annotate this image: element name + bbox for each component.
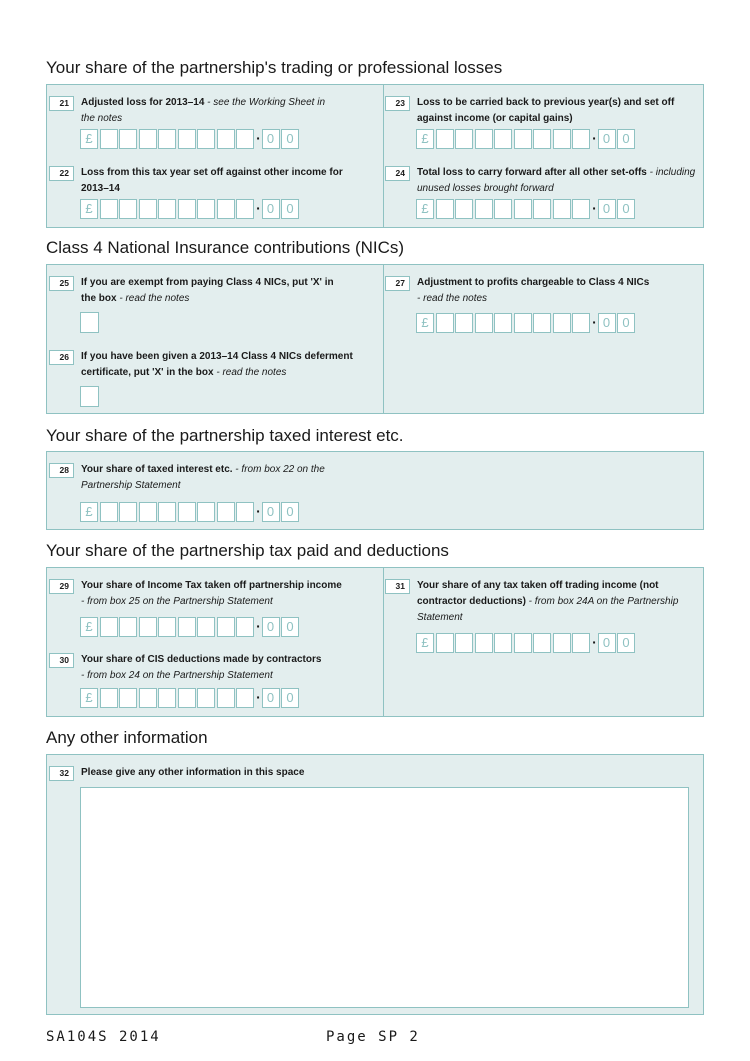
- digit-cell[interactable]: [436, 313, 454, 333]
- pence-cell: 0: [598, 633, 616, 653]
- pence-cell: 0: [598, 129, 616, 149]
- column-divider: [383, 85, 384, 227]
- section-title-other: Any other information: [46, 728, 208, 747]
- amount-field-29[interactable]: [80, 617, 301, 637]
- digit-cell[interactable]: [533, 129, 551, 149]
- page-number: Page SP 2: [326, 1029, 420, 1045]
- digit-cell[interactable]: [475, 313, 493, 333]
- digit-cell[interactable]: [197, 688, 215, 708]
- decimal-point: ·: [592, 634, 597, 650]
- question-number: 21: [49, 96, 74, 111]
- digit-cell[interactable]: [100, 617, 118, 637]
- digit-cell[interactable]: [100, 129, 118, 149]
- section-title-losses: Your share of the partnership's trading or professional losses: [46, 58, 503, 77]
- amount-field-22[interactable]: [80, 199, 301, 219]
- digit-cell[interactable]: [158, 129, 176, 149]
- question-label: Your share of Income Tax taken off partnership income - from box 25 on the Partnership Statement: [81, 580, 342, 607]
- currency-cell: £: [80, 688, 98, 708]
- digit-cell[interactable]: [572, 129, 590, 149]
- decimal-point: ·: [256, 200, 261, 216]
- section-title-nics: Class 4 National Insurance contributions (NICs): [46, 238, 405, 257]
- digit-cell[interactable]: [533, 313, 551, 333]
- digit-cell[interactable]: [475, 633, 493, 653]
- pence-cell: 0: [617, 129, 635, 149]
- digit-cell[interactable]: [139, 129, 157, 149]
- amount-field-30[interactable]: [80, 688, 301, 708]
- column-divider: [383, 265, 384, 413]
- pence-cell: 0: [262, 199, 280, 219]
- question-number: 30: [49, 653, 74, 668]
- decimal-point: ·: [592, 200, 597, 216]
- pence-cell: 0: [281, 688, 299, 708]
- digit-cell[interactable]: [436, 633, 454, 653]
- digit-cell[interactable]: [572, 199, 590, 219]
- digit-cell[interactable]: [119, 688, 137, 708]
- digit-cell[interactable]: [197, 502, 215, 522]
- digit-cell[interactable]: [158, 502, 176, 522]
- other-information-textarea[interactable]: [80, 787, 689, 1008]
- exempt-checkbox-25[interactable]: [80, 312, 99, 333]
- digit-cell[interactable]: [494, 313, 512, 333]
- currency-cell: £: [80, 502, 98, 522]
- digit-cell[interactable]: [455, 633, 473, 653]
- digit-cell[interactable]: [236, 502, 254, 522]
- amount-field-24[interactable]: [416, 199, 637, 219]
- pence-cell: 0: [262, 129, 280, 149]
- pence-cell: 0: [281, 199, 299, 219]
- question-label: Loss to be carried back to previous year(s) and set off against income (or capital gains): [417, 97, 675, 124]
- pence-cell: 0: [281, 617, 299, 637]
- digit-cell[interactable]: [217, 502, 235, 522]
- digit-cell[interactable]: [553, 313, 571, 333]
- currency-cell: £: [416, 129, 434, 149]
- digit-cell[interactable]: [217, 199, 235, 219]
- decimal-point: ·: [256, 618, 261, 634]
- decimal-point: ·: [256, 689, 261, 705]
- digit-cell[interactable]: [100, 688, 118, 708]
- pence-cell: 0: [617, 633, 635, 653]
- digit-cell[interactable]: [236, 617, 254, 637]
- question-label: Your share of any tax taken off trading income (not contractor deductions) - from box 24A on the Partnership Statement: [417, 580, 679, 623]
- question-number: 27: [385, 276, 410, 291]
- currency-cell: £: [80, 129, 98, 149]
- digit-cell[interactable]: [197, 617, 215, 637]
- pence-cell: 0: [617, 199, 635, 219]
- deferment-checkbox-26[interactable]: [80, 386, 99, 407]
- digit-cell[interactable]: [119, 129, 137, 149]
- interest-panel: [46, 451, 704, 530]
- digit-cell[interactable]: [553, 199, 571, 219]
- pence-cell: 0: [281, 129, 299, 149]
- currency-cell: £: [80, 199, 98, 219]
- form-code: SA104S 2014: [46, 1029, 161, 1045]
- pence-cell: 0: [262, 688, 280, 708]
- digit-cell[interactable]: [178, 129, 196, 149]
- decimal-point: ·: [256, 130, 261, 146]
- question-number: 26: [49, 350, 74, 365]
- pence-cell: 0: [598, 313, 616, 333]
- digit-cell[interactable]: [178, 502, 196, 522]
- question-number: 29: [49, 579, 74, 594]
- tax-panel: [46, 567, 704, 717]
- digit-cell[interactable]: [158, 617, 176, 637]
- digit-cell[interactable]: [533, 633, 551, 653]
- section-title-interest: Your share of the partnership taxed interest etc.: [46, 426, 404, 445]
- digit-cell[interactable]: [139, 502, 157, 522]
- pence-cell: 0: [262, 502, 280, 522]
- digit-cell[interactable]: [119, 502, 137, 522]
- digit-cell[interactable]: [197, 199, 215, 219]
- question-label: Please give any other information in this space: [81, 767, 305, 778]
- question-number: 23: [385, 96, 410, 111]
- section-title-tax: Your share of the partnership tax paid and deductions: [46, 541, 449, 560]
- digit-cell[interactable]: [119, 199, 137, 219]
- digit-cell[interactable]: [475, 199, 493, 219]
- digit-cell[interactable]: [139, 199, 157, 219]
- digit-cell[interactable]: [217, 688, 235, 708]
- digit-cell[interactable]: [158, 199, 176, 219]
- nics-panel: [46, 264, 704, 414]
- decimal-point: ·: [256, 503, 261, 519]
- digit-cell[interactable]: [119, 617, 137, 637]
- digit-cell[interactable]: [436, 199, 454, 219]
- digit-cell[interactable]: [178, 688, 196, 708]
- digit-cell[interactable]: [494, 199, 512, 219]
- question-label: If you have been given a 2013–14 Class 4 NICs deferment certificate, put 'X' in the box - read the notes: [81, 351, 353, 378]
- question-number: 25: [49, 276, 74, 291]
- digit-cell[interactable]: [197, 129, 215, 149]
- pence-cell: 0: [617, 313, 635, 333]
- currency-cell: £: [80, 617, 98, 637]
- digit-cell[interactable]: [236, 199, 254, 219]
- currency-cell: £: [416, 313, 434, 333]
- question-label: Adjusted loss for 2013–14 - see the Working Sheet in the notes: [81, 97, 326, 124]
- digit-cell[interactable]: [572, 313, 590, 333]
- digit-cell[interactable]: [100, 199, 118, 219]
- currency-cell: £: [416, 199, 434, 219]
- question-label: Loss from this tax year set off against other income for 2013–14: [81, 167, 343, 194]
- digit-cell[interactable]: [455, 199, 473, 219]
- decimal-point: ·: [592, 314, 597, 330]
- question-label: Your share of CIS deductions made by contractors - from box 24 on the Partnership Statement: [81, 654, 322, 681]
- digit-cell[interactable]: [158, 688, 176, 708]
- losses-panel: [46, 84, 704, 228]
- digit-cell[interactable]: [100, 502, 118, 522]
- currency-cell: £: [416, 633, 434, 653]
- pence-cell: 0: [281, 502, 299, 522]
- digit-cell[interactable]: [139, 688, 157, 708]
- decimal-point: ·: [592, 130, 597, 146]
- pence-cell: 0: [598, 199, 616, 219]
- digit-cell[interactable]: [514, 199, 532, 219]
- digit-cell[interactable]: [494, 129, 512, 149]
- question-number: 22: [49, 166, 74, 181]
- digit-cell[interactable]: [553, 633, 571, 653]
- amount-field-27[interactable]: [416, 313, 637, 333]
- digit-cell[interactable]: [436, 129, 454, 149]
- digit-cell[interactable]: [236, 129, 254, 149]
- other-panel: [46, 754, 704, 1015]
- amount-field-31[interactable]: [416, 633, 637, 653]
- digit-cell[interactable]: [178, 199, 196, 219]
- digit-cell[interactable]: [217, 617, 235, 637]
- digit-cell[interactable]: [514, 129, 532, 149]
- question-number: 31: [385, 579, 410, 594]
- digit-cell[interactable]: [572, 633, 590, 653]
- amount-field-21[interactable]: [80, 129, 301, 149]
- question-label: Your share of taxed interest etc. - from box 22 on the Partnership Statement: [81, 464, 325, 491]
- digit-cell[interactable]: [217, 129, 235, 149]
- question-number: 28: [49, 463, 74, 478]
- digit-cell[interactable]: [455, 313, 473, 333]
- digit-cell[interactable]: [236, 688, 254, 708]
- amount-field-28[interactable]: [80, 502, 301, 522]
- digit-cell[interactable]: [514, 313, 532, 333]
- question-number: 24: [385, 166, 410, 181]
- digit-cell[interactable]: [455, 129, 473, 149]
- question-label: Total loss to carry forward after all other set-offs - including unused losses brought forward: [417, 167, 696, 194]
- amount-field-23[interactable]: [416, 129, 637, 149]
- question-label: Adjustment to profits chargeable to Class 4 NICs - read the notes: [417, 277, 650, 304]
- digit-cell[interactable]: [494, 633, 512, 653]
- digit-cell[interactable]: [514, 633, 532, 653]
- digit-cell[interactable]: [475, 129, 493, 149]
- digit-cell[interactable]: [553, 129, 571, 149]
- digit-cell[interactable]: [178, 617, 196, 637]
- column-divider: [383, 568, 384, 716]
- question-number: 32: [49, 766, 74, 781]
- digit-cell[interactable]: [533, 199, 551, 219]
- question-label: If you are exempt from paying Class 4 NICs, put 'X' in the box - read the notes: [81, 277, 334, 304]
- digit-cell[interactable]: [139, 617, 157, 637]
- pence-cell: 0: [262, 617, 280, 637]
